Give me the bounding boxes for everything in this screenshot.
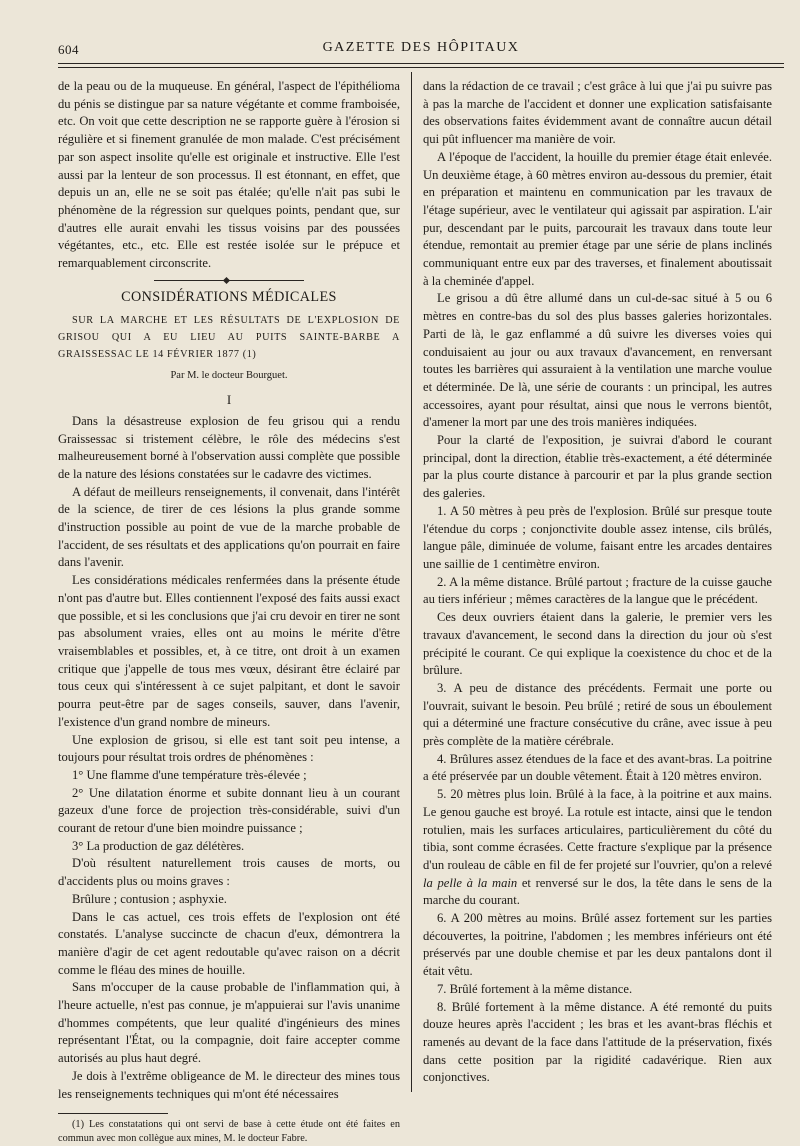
footnote: (1) Les constatations qui ont servi de base à cette étude ont été faites en commun avec mon collègue aux mines, M. le docteur Fabre. <box>58 1119 400 1145</box>
paragraph: Sans m'occuper de la cause probable de l'inflammation qui, à l'heure actuelle, n'est pas connue, je m'appuierai sur l'avis unanime d'hommes compétents, que leur qualité d'ingénieurs des mines représentant l'État, ou la compagnie, doit faire accepter comme autorisés au plus haut degré. <box>58 980 400 1066</box>
case-item: 4. Brûlures assez étendues de la face et des avant-bras. La poitrine a été préservée par un double vêtement. Était à 120 mètres environ. <box>423 751 772 784</box>
italic-phrase: la pelle à la main <box>423 875 518 890</box>
list-item: 2° Une dilatation énorme et subite donnant lieu à un courant gazeux d'une force de projection très-considérable, suivi d'un courant de retour d'une bien moindre puissance ; <box>58 785 400 836</box>
list-item: 3° La production de gaz délétères. <box>72 838 245 853</box>
case-item: 1. A 50 mètres à peu près de l'explosion. Brûlé sur presque toute l'étendue du corps ; conjonctivite double assez intense, cils brûlés, langue pâle, diminuée de volume, faisant entre les arcades dentaires une saillie de 1 centimètre environ. <box>423 503 772 571</box>
header-rule-thin <box>58 67 784 68</box>
paragraph: Ces deux ouvriers étaient dans la galerie, le premier vers les travaux d'avancement, le second dans la direction du jour où s'est précipité le courant. Ce qui explique la coexistence du choc et de la brûlure. <box>423 610 772 678</box>
paragraph: Brûlure ; contusion ; asphyxie. <box>72 891 227 906</box>
paragraph: Dans la désastreuse explosion de feu grisou qui a rendu Graissessac si tristement célèbre, le rôle des médecins s'est malheureusement borné à l'observation aussi complète que possible de la nature des lésions constatées sur le cadavre des victimes. <box>58 413 400 481</box>
column-divider <box>411 72 412 1092</box>
running-title: GAZETTE DES HÔPITAUX <box>322 40 520 55</box>
intro-paragraph: de la peau ou de la muqueuse. En général, l'aspect de l'épithélioma du pénis se distingue par sa nature végétante et comme framboisée, etc. On voit que cette description ne se rapporte guère à l'érosion si régulière et si finement granulée de mon malade. C'est précisément par son aspect insolite qu'elle est originale et instructive. Elle l'est aussi par la lenteur de son processus. Il est étonnant, en effet, que depuis un an, elle ne se soit pas étalée; qu'elle n'ait pas subi le phénomène de la régression sur quelques points, pendant que, sur d'autres elle aurait envahi les tissus voisins par des poussées végétantes, etc., etc. Elle est restée isolée sur le prépuce et remarquablement circonscrite. <box>58 79 400 271</box>
paragraph: Les considérations médicales renfermées dans la présente étude n'ont pas d'autre but. Elles contiennent l'exposé des faits aussi exact que possible, et si les conclusions que j'ai cru devoir en tirer ne sont pas absolument vraies, elles ont au moins le mérite d'être vraisemblables et possibles, et, à ce titre, ont droit à un examen critique que j'appelle de tous mes vœux, désirant être éclairé par tous ceux qui s'intéressent à ce sujet palpitant, et dont le savoir pourra peut-être par de sages conseils, sauver, dans l'avenir, l'existence d'un grand nombre de mineurs. <box>58 573 400 729</box>
article-title: CONSIDÉRATIONS MÉDICALES <box>121 288 337 305</box>
paragraph: A l'époque de l'accident, la houille du premier étage était enlevée. Un deuxième étage, à 60 mètres environ au-dessous du premier, était en préparation et maintenu en communication par les travaux de l'étage supérieur, avec le ventilateur qui agissait par aspiration. L'air pur, descendant par le puits, parcourait les travaux dans toute leur étendue, remontait au premier étage par une série de plans inclinés communiquant entre eux par des traverses, et finalement aboutissait à la cheminée d'appel. <box>423 149 772 288</box>
list-item: 1° Une flamme d'une température très-élevée ; <box>72 767 307 782</box>
paragraph: Dans le cas actuel, ces trois effets de l'explosion ont été constatés. L'analyse succincte de chacun d'eux, démontrera la manière d'agir de cet agent redoutable qu'avec raison on a décrit comme le fléau des mines de houille. <box>58 909 400 977</box>
case-text-end: et renversé sur le dos, la tête dans le sens de la marche du courant. <box>423 875 772 908</box>
article-subtitle: SUR LA MARCHE ET LES RÉSULTATS DE L'EXPLOSION DE GRISOU QUI A EU LIEU AU PUITS SAINTE-BARBE A GRAISSESSAC LE 14 FÉVRIER 1877 (1) <box>58 315 400 361</box>
page-number: 604 <box>58 42 79 57</box>
case-item: 8. Brûlé fortement à la même distance. A été remonté du puits douze heures après l'accident ; les bras et les avant-bras fléchis et ramenés au devant de la face dans l'attitude de la préservation, fixés dans cette position par la rigidité cadavérique. Rien aux conjonctives. <box>423 999 772 1085</box>
section-number: I <box>226 392 232 408</box>
page-header <box>58 38 784 60</box>
right-column <box>423 78 772 1087</box>
section-separator <box>154 280 304 281</box>
paragraph: D'où résultent naturellement trois causes de morts, ou d'accidents plus ou moins graves : <box>58 856 400 889</box>
paragraph: A défaut de meilleurs renseignements, il convenait, dans l'intérêt de la science, de tirer de ces lésions la plus grande somme d'instruction possible au point de vue de la marche probable de l'accident, de ses résultats et des applications qu'on pourrait en faire dans l'avenir. <box>58 484 400 570</box>
article-author: Par M. le docteur Bourguet. <box>170 370 288 382</box>
case-item: 2. A la même distance. Brûlé partout ; fracture de la cuisse gauche au tiers inférieur ; mêmes caractères de la langue que le précédent. <box>423 574 772 607</box>
paragraph: Une explosion de grisou, si elle est tant soit peu intense, a toujours pour résultat trois ordres de phénomènes : <box>58 732 400 765</box>
paragraph: dans la rédaction de ce travail ; c'est grâce à lui que j'ai pu suivre pas à pas la marche de l'accident et donner une explication satisfaisante des observations faites évidemment avant de connaître aucun détail qui pût influencer ma manière de voir. <box>423 79 772 147</box>
case-item: 3. A peu de distance des précédents. Fermait une porte ou l'ouvrait, suivant le besoin. Peu brûlé ; retiré de sous un éboulement qui a déterminé une fracture consécutive du crâne, avec issue à peu près complète de la matière cérébrale. <box>423 680 772 749</box>
case-text: 5. 20 mètres plus loin. Brûlé à la face, à la poitrine et aux mains. Le genou gauche est broyé. La rotule est intacte, ainsi que le tendon rotulien, mais les surfaces articulaires, particulièrement du côté du tibia, sont comme écrasées. Cette fracture s'explique par la présence d'un rouleau de câble en fil de fer projeté sur l'ouvrier, qu'on a relevé <box>423 787 772 872</box>
paragraph: Je dois à l'extrême obligeance de M. le directeur des mines tous les renseignements techniques qui m'ont été nécessaires <box>58 1068 400 1101</box>
case-item: 6. A 200 mètres au moins. Brûlé assez fortement sur les parties découvertes, la poitrine, l'abdomen ; les membres inférieurs ont été préservés par une double chemise et par les deux pantalons dont il était vêtu. <box>423 911 772 979</box>
case-item <box>423 786 772 910</box>
paragraph: Le grisou a dû être allumé dans un cul-de-sac situé à 5 ou 6 mètres en contre-bas du sol des plus basses galeries horizontales. Parti de là, le gaz enflammé a dû suivre les diverses voies qui conduisaient au jour ou aux travaux d'avancement, en renversant toutes les barrières qui assuraient à la ventilation une marche voulue et déterminée. De là, une série de courants : un principal, les autres accessoires, ayant pour résultat, ainsi que nous le verrons bientôt, d'amener la mort par une des trois manières indiquées. <box>423 291 772 430</box>
footnote-rule <box>58 1113 168 1114</box>
case-item: 7. Brûlé fortement à la même distance. <box>437 981 633 996</box>
paragraph: Pour la clarté de l'exposition, je suivrai d'abord le courant principal, dont la direction, établie très-exactement, a été déterminée par la plus courte distance à parcourir et par la plus grande section des galeries. <box>423 433 772 501</box>
left-column <box>58 78 400 1146</box>
header-rule <box>58 63 784 64</box>
